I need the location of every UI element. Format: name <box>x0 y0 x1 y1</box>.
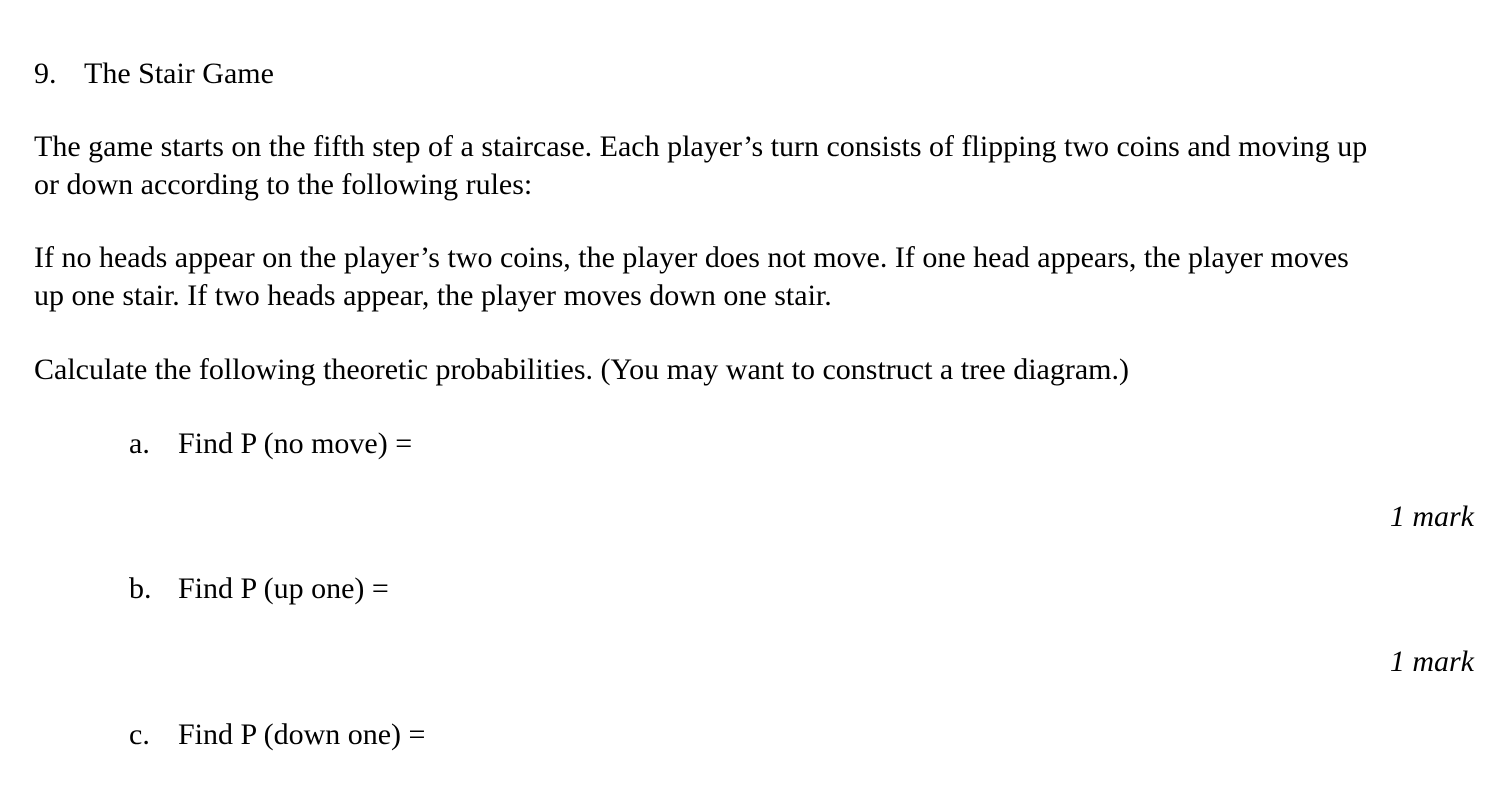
paragraph-line: or down according to the following rules: <box>34 168 533 201</box>
part-prompt: Find P (no move) = <box>178 427 413 460</box>
paragraph-line: up one stair. If two heads appear, the player moves down one stair. <box>34 279 832 312</box>
part-letter: c. <box>129 718 150 751</box>
question-number: 9. <box>34 57 57 90</box>
paragraph-line: If no heads appear on the player’s two coins, the player does not move. If one head appears, the player moves <box>34 241 1349 274</box>
part-letter: a. <box>129 427 150 460</box>
question-title: The Stair Game <box>84 57 274 90</box>
part-prompt: Find P (down one) = <box>178 718 426 751</box>
mark-allocation: 1 mark <box>1389 500 1474 533</box>
part-prompt: Find P (up one) = <box>178 572 389 605</box>
paragraph-line: Calculate the following theoretic probabilities. (You may want to construct a tree diagram.) <box>34 353 1129 386</box>
mark-allocation: 1 mark <box>1389 645 1474 678</box>
paragraph-line: The game starts on the fifth step of a staircase. Each player’s turn consists of flipping two coins and moving up <box>34 130 1368 163</box>
part-letter: b. <box>129 572 152 605</box>
